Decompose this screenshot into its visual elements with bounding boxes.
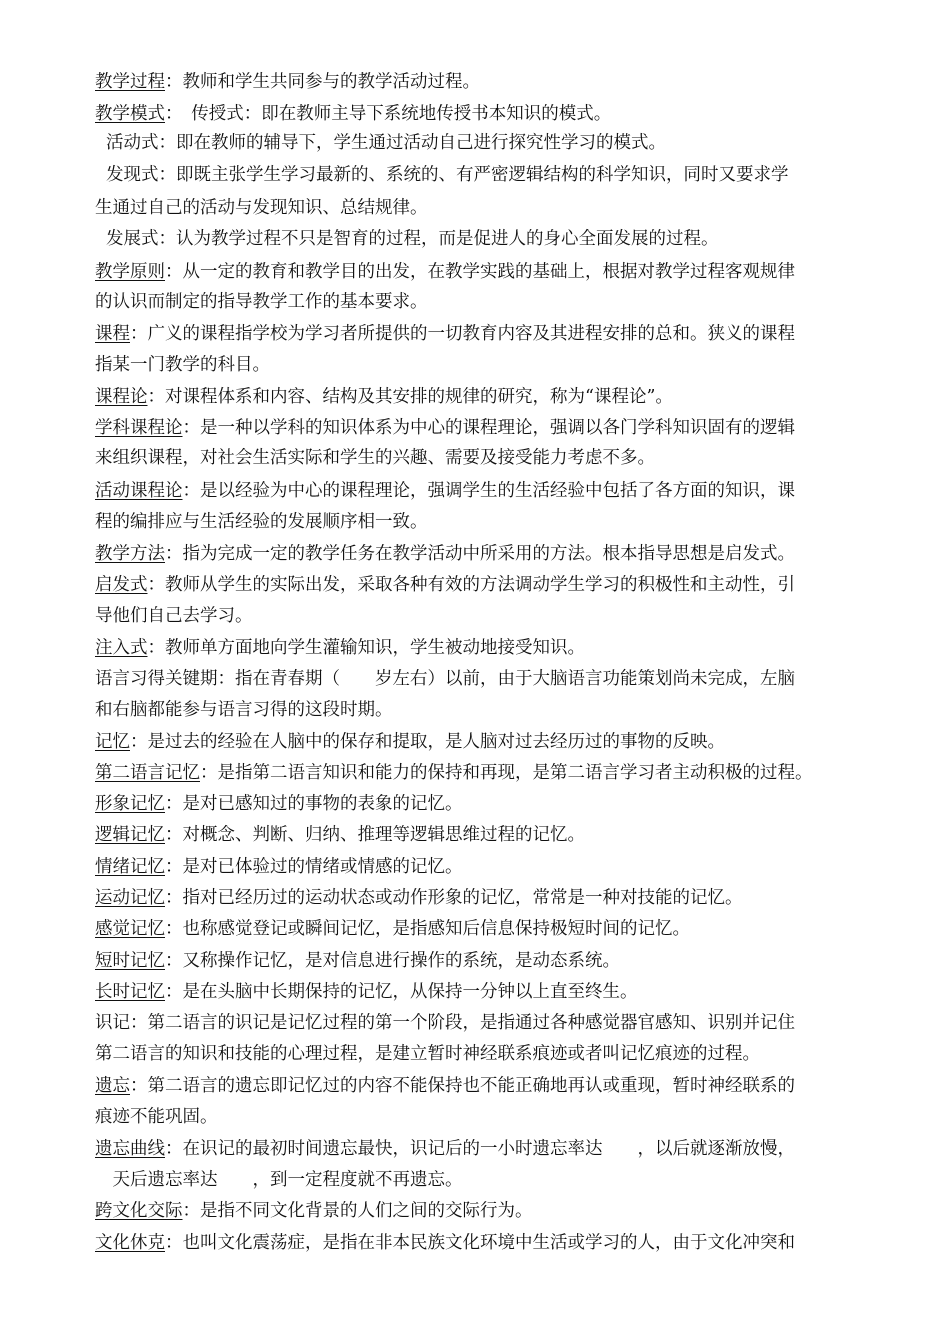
text-line	[95, 949, 620, 973]
text-line	[95, 917, 690, 941]
definition: ：指为完成一定的教学任务在教学活动中所采用的方法。根本指导思想是启发式。	[165, 544, 795, 564]
definition: 生通过自己的活动与发现知识、总结规律。	[95, 198, 428, 218]
definition: ：又称操作记忆，是对信息进行操作的系统，是动态系统。	[165, 951, 620, 971]
text-line	[106, 131, 666, 155]
text-line	[95, 353, 270, 377]
definition: ：是一种以学科的知识体系为中心的课程理论，强调以各门学科知识固有的逻辑	[182, 418, 795, 438]
definition: ：教师和学生共同参与的教学活动过程。	[165, 72, 480, 92]
definition: ：第二语言的遗忘即记忆过的内容不能保持也不能正确地再认或重现，暂时神经联系的	[130, 1076, 795, 1096]
term: 遗忘	[95, 1076, 130, 1096]
definition: 发现式：即既主张学生学习最新的、系统的、有严密逻辑结构的科学知识，同时又要求学	[106, 165, 789, 185]
text-line	[95, 823, 585, 847]
text-line	[95, 196, 428, 220]
definition: 和右脑都能参与语言习得的这段时期。	[95, 700, 393, 720]
definition: ：是在头脑中长期保持的记忆，从保持一分钟以上直至终生。	[165, 982, 638, 1002]
term: 启发式	[95, 575, 148, 595]
text-line	[95, 761, 813, 785]
text-line	[95, 1168, 463, 1192]
term: 教学模式	[95, 104, 165, 124]
text-line	[95, 102, 611, 126]
definition: ：是指第二语言知识和能力的保持和再现，是第二语言学习者主动积极的过程。	[200, 763, 813, 783]
text-line	[95, 698, 393, 722]
text-line	[95, 385, 673, 409]
definition: 导他们自己去学习。	[95, 606, 253, 626]
definition: 的认识而制定的指导教学工作的基本要求。	[95, 292, 428, 312]
text-line	[95, 446, 655, 470]
term: 长时记忆	[95, 982, 165, 1002]
definition: ：是过去的经验在人脑中的保存和提取，是人脑对过去经历过的事物的反映。	[130, 732, 725, 752]
term: 运动记忆	[95, 888, 165, 908]
definition: ：教师单方面地向学生灌输知识，学生被动地接受知识。	[147, 638, 585, 658]
text-line	[95, 416, 795, 440]
text-line	[95, 1011, 795, 1035]
text-line	[95, 1199, 533, 1223]
term: 教学方法	[95, 544, 165, 564]
definition: 识记：第二语言的识记是记忆过程的第一个阶段，是指通过各种感觉器官感知、识别并记住	[95, 1013, 795, 1033]
text-line	[95, 322, 795, 346]
definition: ：指对已经历过的运动状态或动作形象的记忆，常常是一种对技能的记忆。	[165, 888, 743, 908]
definition: 活动式：即在教师的辅导下，学生通过活动自己进行探究性学习的模式。	[106, 133, 666, 153]
definition: ：是对已体验过的情绪或情感的记忆。	[165, 857, 463, 877]
definition: ：教师从学生的实际出发，采取各种有效的方法调动学生学习的积极性和主动性，引	[147, 575, 795, 595]
text-line	[95, 886, 743, 910]
text-line	[95, 792, 463, 816]
definition: ：从一定的教育和教学目的出发，在教学实践的基础上，根据对教学过程客观规律	[165, 262, 795, 282]
term: 逻辑记忆	[95, 825, 165, 845]
term: 形象记忆	[95, 794, 165, 814]
definition: ： 传授式：即在教师主导下系统地传授书本知识的模式。	[165, 104, 612, 124]
definition: 天后遗忘率达 ，到一定程度就不再遗忘。	[95, 1170, 463, 1190]
text-line	[95, 70, 480, 94]
text-line	[95, 542, 795, 566]
text-line	[106, 227, 719, 251]
definition: ：是指不同文化背景的人们之间的交际行为。	[182, 1201, 533, 1221]
text-line	[95, 604, 253, 628]
text-line	[95, 1105, 218, 1129]
term: 情绪记忆	[95, 857, 165, 877]
definition: ：是以经验为中心的课程理论，强调学生的生活经验中包括了各方面的知识，课	[182, 481, 795, 501]
term: 活动课程论	[95, 481, 183, 501]
definition: ：在识记的最初时间遗忘最快，识记后的一小时遗忘率达 ，以后就逐渐放慢，	[165, 1139, 795, 1159]
text-line	[95, 980, 638, 1004]
term: 教学过程	[95, 72, 165, 92]
definition: ：对课程体系和内容、结构及其安排的规律的研究，称为“课程论”。	[147, 387, 673, 407]
text-line	[95, 260, 795, 284]
term: 跨文化交际	[95, 1201, 183, 1221]
text-line	[95, 1231, 795, 1255]
text-line	[95, 667, 795, 691]
definition: 语言习得关键期：指在青春期（ 岁左右）以前，由于大脑语言功能策划尚未完成，左脑	[95, 669, 795, 689]
term: 第二语言记忆	[95, 763, 200, 783]
text-line	[95, 1137, 795, 1161]
definition: ：对概念、判断、归纳、推理等逻辑思维过程的记忆。	[165, 825, 585, 845]
definition: 第二语言的知识和技能的心理过程，是建立暂时神经联系痕迹或者叫记忆痕迹的过程。	[95, 1044, 760, 1064]
term: 感觉记忆	[95, 919, 165, 939]
term: 课程	[95, 324, 130, 344]
text-line	[95, 510, 428, 534]
text-line	[95, 636, 585, 660]
text-line	[95, 573, 795, 597]
definition: 来组织课程，对社会生活实际和学生的兴趣、需要及接受能力考虑不多。	[95, 448, 655, 468]
term: 课程论	[95, 387, 148, 407]
definition: ：是对已感知过的事物的表象的记忆。	[165, 794, 463, 814]
text-line	[95, 1074, 795, 1098]
definition: ：也称感觉登记或瞬间记忆，是指感知后信息保持极短时间的记忆。	[165, 919, 690, 939]
definition: ：广义的课程指学校为学习者所提供的一切教育内容及其进程安排的总和。狭义的课程	[130, 324, 795, 344]
term: 遗忘曲线	[95, 1139, 165, 1159]
term: 文化休克	[95, 1233, 165, 1253]
text-line	[95, 479, 795, 503]
definition: ：也叫文化震荡症，是指在非本民族文化环境中生活或学习的人，由于文化冲突和	[165, 1233, 795, 1253]
text-line	[95, 730, 725, 754]
text-line	[95, 290, 428, 314]
definition: 痕迹不能巩固。	[95, 1107, 218, 1127]
term: 短时记忆	[95, 951, 165, 971]
text-line	[106, 163, 789, 187]
definition: 发展式：认为教学过程不只是智育的过程，而是促进人的身心全面发展的过程。	[106, 229, 719, 249]
definition: 程的编排应与生活经验的发展顺序相一致。	[95, 512, 428, 532]
term: 记忆	[95, 732, 130, 752]
term: 注入式	[95, 638, 148, 658]
definition: 指某一门教学的科目。	[95, 355, 270, 375]
term: 教学原则	[95, 262, 165, 282]
text-line	[95, 855, 463, 879]
term: 学科课程论	[95, 418, 183, 438]
text-line	[95, 1042, 760, 1066]
